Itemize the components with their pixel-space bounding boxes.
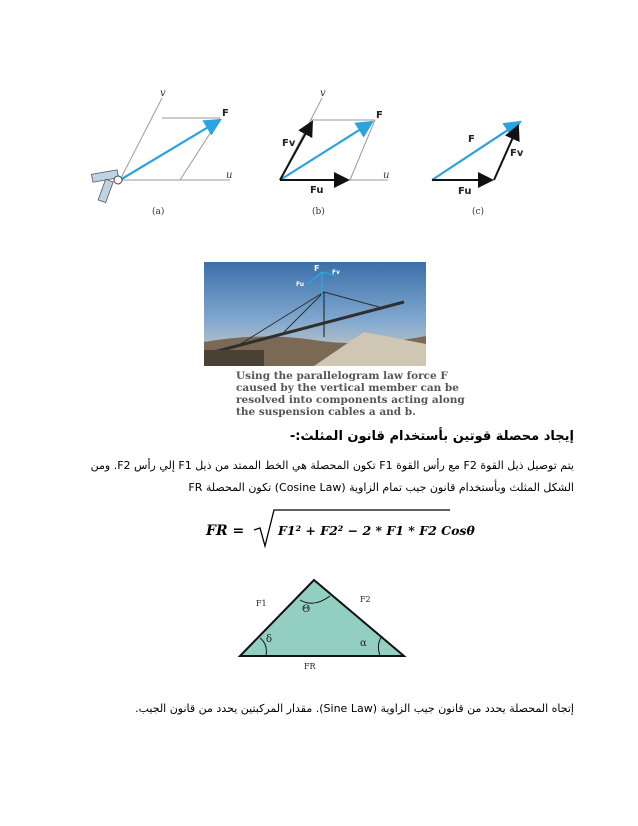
force-label-b: F bbox=[376, 110, 383, 121]
fu-label-b: Fu bbox=[310, 185, 324, 196]
axis-v-label-b: v bbox=[320, 88, 326, 99]
paragraph-cosine-law: الشكل المثلث وبأستخدام قانون جيب تمام الزاوية (Cosine Law) تكون المحصلة FR bbox=[188, 481, 574, 494]
force-label-a: F bbox=[222, 108, 229, 119]
fv-label-b: Fv bbox=[282, 138, 296, 149]
figure-c bbox=[432, 122, 524, 217]
photo-force-label: F bbox=[314, 264, 320, 273]
fv-label-c: Fv bbox=[510, 148, 524, 159]
axis-u-label-b: u bbox=[383, 170, 390, 181]
figure-b bbox=[280, 88, 389, 217]
triangle-angle-top: Θ bbox=[302, 604, 311, 615]
axis-u-label-a: u bbox=[226, 170, 233, 181]
caption-line: Using the parallelogram law force F bbox=[236, 370, 448, 382]
force-triangle bbox=[234, 576, 414, 676]
force-label-c: F bbox=[468, 134, 475, 145]
photo-fv-label: Fv bbox=[332, 269, 341, 276]
caption-line: caused by the vertical member can be bbox=[236, 382, 459, 394]
vector-figures bbox=[80, 80, 524, 240]
figure-label-c: (c) bbox=[472, 207, 485, 217]
photo-fu-label: Fu bbox=[296, 281, 305, 288]
photo-caption bbox=[236, 370, 465, 418]
figure-label-b: (b) bbox=[312, 207, 325, 217]
triangle-angle-left: δ bbox=[266, 634, 273, 645]
crane-photo bbox=[204, 262, 426, 366]
cosine-law-formula bbox=[202, 508, 475, 550]
formula-lhs: FR = bbox=[206, 523, 245, 539]
triangle-base-fr: FR bbox=[304, 662, 316, 671]
paragraph-sine-law: إتجاه المحصلة يحدد من قانون جيب الزاوية (Sine Law). مقدار المركبتين يحدد من قانون الجيب. bbox=[135, 702, 574, 715]
caption-line: the suspension cables a and b. bbox=[236, 406, 416, 418]
fu-label-c: Fu bbox=[458, 186, 472, 197]
paragraph-triangle-law: يتم توصيل ذيل القوة F2 مع رأس القوة F1 تكون المحصلة هي الخط الممتد من ذيل F1 إلي رأس F2. ومن bbox=[90, 459, 574, 472]
axis-v-label-a: v bbox=[160, 88, 166, 99]
triangle-side-f2: F2 bbox=[360, 595, 371, 604]
formula-radicand: F1² + F2² − 2 * F1 * F2 Cosθ bbox=[278, 523, 475, 538]
triangle-angle-right: α bbox=[360, 638, 367, 649]
figure-a bbox=[92, 88, 233, 217]
triangle-side-f1: F1 bbox=[256, 599, 267, 608]
section-heading: إيجاد محصلة قوتين بأستخدام قانون المثلث:- bbox=[289, 429, 574, 444]
caption-line: resolved into components acting along bbox=[236, 394, 465, 406]
figure-label-a: (a) bbox=[152, 207, 165, 217]
